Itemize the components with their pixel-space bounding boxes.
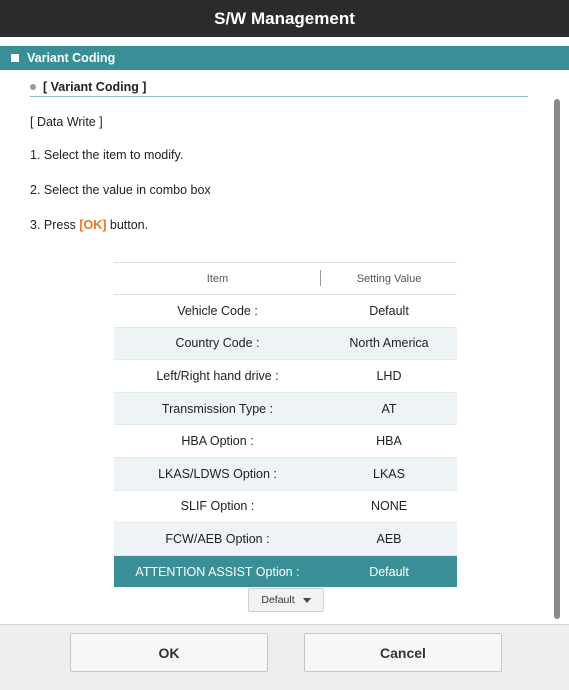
table-row-selected[interactable] [114,555,457,587]
table-row[interactable] [114,327,457,360]
section-title: Variant Coding [27,51,116,65]
cell-value: HBA [321,425,457,458]
cell-value: LHD [321,360,457,393]
vertical-scrollbar[interactable] [554,99,560,619]
cell-item: Country Code : [114,327,321,360]
cell-item: Vehicle Code : [114,295,321,328]
cell-value: Default [321,555,457,587]
cell-item: HBA Option : [114,425,321,458]
cell-item: ATTENTION ASSIST Option : [114,555,321,587]
step3-suffix: button. [106,218,149,232]
cell-item: LKAS/LDWS Option : [114,457,321,490]
subheader-divider [30,96,528,97]
cell-value: LKAS [321,457,457,490]
cell-item: Left/Right hand drive : [114,360,321,393]
variant-coding-table [114,262,457,587]
step3-prefix: 3. Press [30,218,80,232]
bullet-dot-icon [30,84,36,90]
table-row[interactable] [114,425,457,458]
table-row[interactable] [114,392,457,425]
cancel-button[interactable]: Cancel [304,633,502,672]
combo-selected-value: Default [261,594,295,606]
table-row[interactable] [114,490,457,523]
cell-item: SLIF Option : [114,490,321,523]
step3-ok-label: [OK] [79,218,107,232]
subheader [30,80,146,94]
table-row[interactable] [114,523,457,556]
column-header-setting-value: Setting Value [321,263,457,295]
table-row[interactable] [114,457,457,490]
instruction-step-3 [30,218,148,232]
instruction-heading: [ Data Write ] [30,115,103,129]
cell-value: AT [321,392,457,425]
table-row[interactable] [114,295,457,328]
cell-item: Transmission Type : [114,392,321,425]
cell-value: North America [321,327,457,360]
square-bullet-icon [11,54,19,62]
column-header-item: Item [114,263,321,295]
cell-value: Default [321,295,457,328]
ok-button[interactable]: OK [70,633,268,672]
table-row[interactable] [114,360,457,393]
section-header [0,46,569,70]
setting-value-combo-box[interactable] [248,588,324,612]
window-title [0,0,569,37]
table-header-row [114,263,457,295]
instruction-step-1: 1. Select the item to modify. [30,148,184,162]
cell-value: NONE [321,490,457,523]
window-title-text: S/W Management [214,8,355,28]
instruction-step-2: 2. Select the value in combo box [30,183,211,197]
chevron-down-icon [303,598,311,603]
cell-value: AEB [321,523,457,556]
subheader-title: [ Variant Coding ] [43,80,147,94]
cell-item: FCW/AEB Option : [114,523,321,556]
